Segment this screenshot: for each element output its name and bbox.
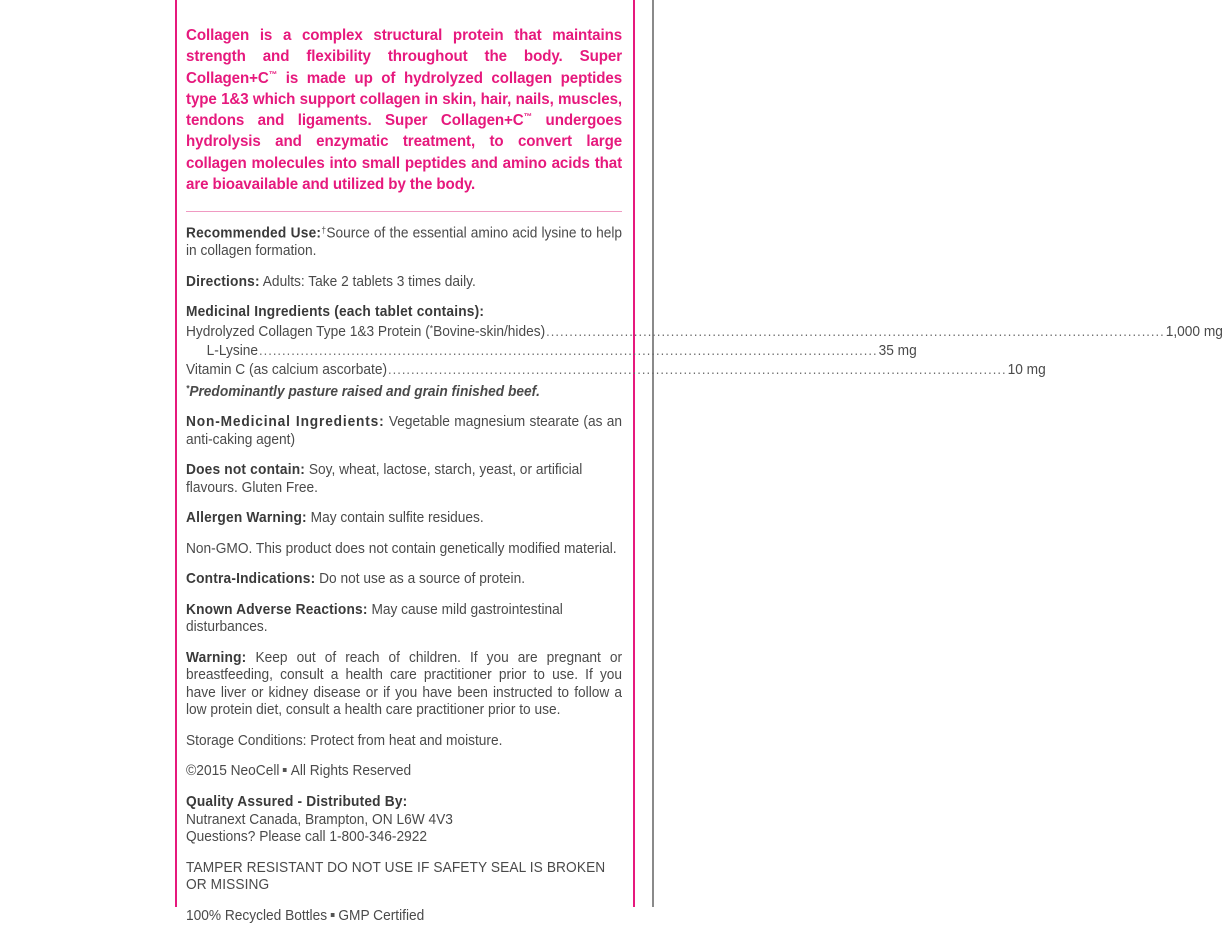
intro-paragraph xyxy=(186,16,622,195)
does-not-contain-section xyxy=(186,462,622,497)
ingredient-amount: 35 mg xyxy=(878,343,917,360)
tamper-notice-text: TAMPER RESISTANT DO NOT USE IF SAFETY SEAL IS BROKEN OR MISSING xyxy=(186,859,606,894)
distributor-phone: Questions? Please call 1-800-346-2922 xyxy=(186,829,427,846)
asterisk-mark: * xyxy=(429,323,434,334)
label-content-column xyxy=(186,0,1223,924)
intro-text-part2: is made up of hydrolyzed collagen peptides type 1&3 which support collagen in skin, hair, nails, muscles, tendons and ligaments. Super Collagen+C xyxy=(186,68,623,130)
directions-label: Directions: xyxy=(186,273,260,290)
warning-section xyxy=(186,650,622,720)
intro-text-part3: undergoes hydrolysis and enzymatic treatment, to convert large collagen molecules into small peptides and amino acids that are bioavailable and utilized by the body. xyxy=(186,111,623,193)
beef-sourcing-footnote-text: Predominantly pasture raised and grain finished beef. xyxy=(189,383,540,400)
medicinal-ingredients-heading: Medicinal Ingredients (each tablet contains): xyxy=(186,304,485,321)
bullet-separator-icon xyxy=(331,913,335,917)
contra-indications-label: Contra-Indications: xyxy=(186,571,316,588)
rights-reserved-text: All Rights Reserved xyxy=(290,763,412,780)
distributor-section xyxy=(186,794,622,847)
medicinal-ingredients-section xyxy=(186,304,1223,401)
directions-text: Adults: Take 2 tablets 3 times daily. xyxy=(262,273,476,290)
tamper-notice-section xyxy=(186,860,622,895)
non-medicinal-text: Vegetable magnesium stearate (as an anti-caking agent) xyxy=(186,414,623,448)
recommended-use-text: Source of the essential amino acid lysine to help in collagen formation. xyxy=(186,225,623,260)
ingredient-name-before-mark: Hydrolyzed Collagen Type 1&3 Protein ( xyxy=(186,323,430,340)
contra-indications-text: Do not use as a source of protein. xyxy=(319,571,526,588)
intro-text-part1: Collagen is a complex structural protein that maintains strength and flexibility throughout the body. Super Collagen+C xyxy=(186,26,623,87)
section-divider xyxy=(186,211,622,212)
recommended-use-label: Recommended Use: xyxy=(186,225,322,242)
trim-guide-line xyxy=(652,0,654,907)
copyright-year-owner: 2015 NeoCell xyxy=(196,763,280,780)
ingredient-list xyxy=(186,323,1223,381)
does-not-contain-label: Does not contain: xyxy=(186,462,306,479)
adverse-reactions-text: May cause mild gastrointestinal disturbances. xyxy=(186,601,563,636)
adverse-reactions-label: Known Adverse Reactions: xyxy=(186,601,368,618)
ingredient-name-after-mark: Bovine-skin/hides) xyxy=(433,323,546,340)
directions-section xyxy=(186,274,622,292)
dot-leader xyxy=(259,342,878,360)
ingredient-amount: 1,000 mg xyxy=(1165,323,1223,340)
allergen-warning-text: May contain sulfite residues. xyxy=(310,510,484,527)
ingredient-row xyxy=(186,361,1046,380)
ingredient-amount: 10 mg xyxy=(1007,362,1046,379)
dagger-mark: † xyxy=(321,225,327,236)
non-medicinal-label: Non-Medicinal Ingredients: xyxy=(186,414,385,431)
copyright-section xyxy=(186,763,622,781)
dot-leader xyxy=(546,323,1165,341)
non-gmo-text: Non-GMO. This product does not contain genetically modified material. xyxy=(186,540,617,557)
non-medicinal-ingredients-section xyxy=(186,414,622,449)
allergen-warning-section xyxy=(186,510,622,528)
storage-conditions-section xyxy=(186,733,622,751)
bullet-separator-icon xyxy=(283,768,287,772)
recycled-gmp-section xyxy=(186,908,622,925)
distributor-heading: Quality Assured - Distributed By: xyxy=(186,794,408,811)
recommended-use-section xyxy=(186,225,622,261)
does-not-contain-text: Soy, wheat, lactose, starch, yeast, or artificial flavours. Gluten Free. xyxy=(186,462,583,496)
ingredient-row xyxy=(186,342,917,361)
distributor-address: Nutranext Canada, Brampton, ON L6W 4V3 xyxy=(186,811,453,828)
allergen-warning-label: Allergen Warning: xyxy=(186,510,307,527)
warning-label: Warning: xyxy=(186,649,247,666)
ingredient-name: Vitamin C (as calcium ascorbate) xyxy=(186,362,388,379)
panel-border-left xyxy=(175,0,177,907)
warning-text: Keep out of reach of children. If you are pregnant or breastfeeding, consult a health care practitioner prior to use. If you have liver or kidney disease or if you have been instructed to follow a low protein diet, consult a health care practitioner prior to use. xyxy=(186,649,623,719)
recycled-bottles-text: 100% Recycled Bottles xyxy=(186,907,328,924)
ingredient-row xyxy=(186,323,1223,342)
gmp-certified-text: GMP Certified xyxy=(338,907,425,924)
storage-conditions-text: Storage Conditions: Protect from heat and moisture. xyxy=(186,732,503,749)
copyright-icon: © xyxy=(186,763,197,780)
asterisk-mark: * xyxy=(186,382,190,393)
beef-sourcing-footnote xyxy=(186,383,622,402)
panel-border-right xyxy=(633,0,635,907)
trademark-symbol-1: ™ xyxy=(268,68,278,79)
ingredient-name: L-Lysine xyxy=(206,343,259,360)
dot-leader xyxy=(388,361,1007,379)
non-gmo-section xyxy=(186,541,622,559)
trademark-symbol-2: ™ xyxy=(523,111,533,122)
contra-indications-section xyxy=(186,571,622,589)
adverse-reactions-section xyxy=(186,602,622,637)
